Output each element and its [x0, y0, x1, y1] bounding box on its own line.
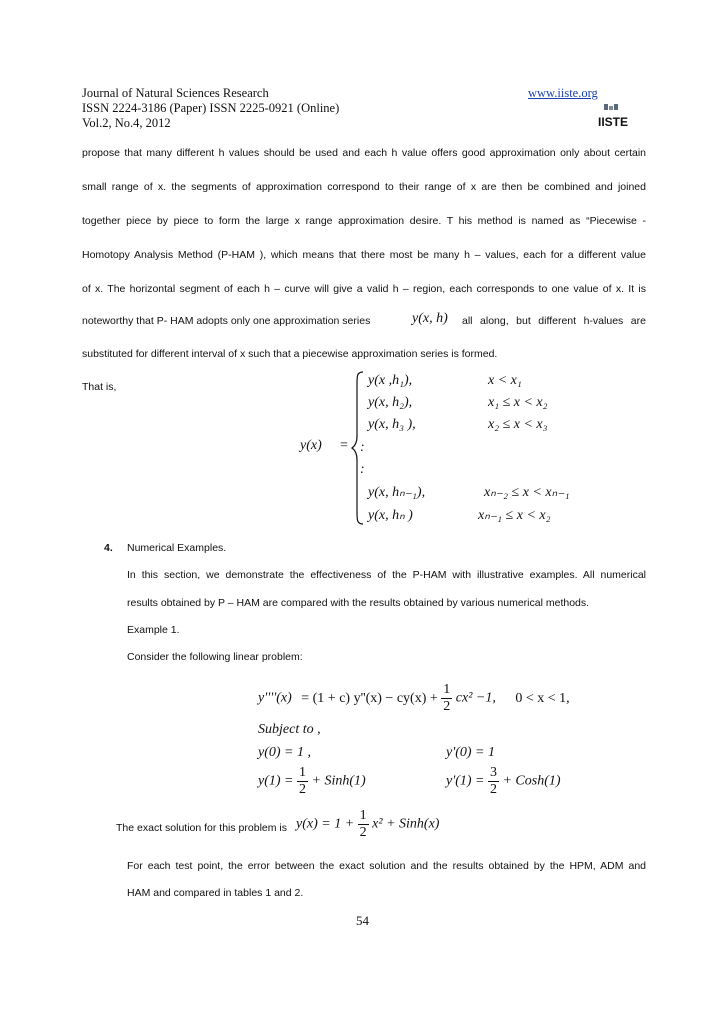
approx-series-math: y(x, h)	[412, 311, 448, 326]
case-expr: y(x, h₃ ),	[368, 417, 416, 432]
exact-solution-text: The exact solution for this problem is	[116, 822, 287, 834]
body-line: small range of x. the segments of approximation correspond to their range of x are then be combined and joined	[82, 181, 646, 193]
ode-equation	[258, 682, 570, 715]
ode-rhs-b: cx² −1,	[455, 690, 496, 706]
fraction-half: $\frac{1}{2}$	[443, 682, 451, 714]
case-cond: x < x₁	[488, 373, 522, 388]
body-line: Homotopy Analysis Method (P-HAM ), which means that there most be many h – values, each for a different value	[82, 249, 646, 261]
case-expr: y(x, hₙ₋₁),	[368, 485, 426, 500]
ode-rhs-a: = (1 + c) y''(x) − cy(x) +	[301, 690, 438, 706]
body-line-6b: all along, but different h-values are	[462, 315, 646, 327]
case-expr: y(x, hₙ )	[368, 508, 413, 523]
ode-domain: 0 < x < 1,	[515, 690, 570, 706]
section-title: Numerical Examples.	[127, 542, 227, 554]
piecewise-lhs: y(x)	[300, 438, 322, 453]
iiste-logo	[598, 104, 628, 130]
journal-name: Journal of Natural Sciences Research	[82, 86, 269, 100]
case-expr: y(x, h₂),	[368, 395, 413, 410]
body-line: together piece by piece to form the large x range approximation desire. T his method is named as “Piecewise -	[82, 215, 646, 227]
fraction: $\frac{1}{2}$	[299, 765, 306, 797]
case-cond: x₂ ≤ x < x₃	[488, 417, 548, 432]
case-ellipsis: :	[360, 440, 365, 455]
case-expr: y(x ,h₁),	[368, 373, 413, 388]
case-cond: xₙ₋₁ ≤ x < x₂	[478, 508, 551, 523]
boundary-condition: y'(1) = $\frac{3}{2}$ + Cosh(1)	[446, 765, 561, 797]
page-number: 54	[356, 913, 369, 928]
issn-line: ISSN 2224-3186 (Paper) ISSN 2225-0921 (Online)	[82, 101, 340, 115]
closing-line: For each test point, the error between the exact solution and the results obtained by the HPM, ADM and	[127, 860, 646, 872]
example-label: Example 1.	[127, 624, 180, 636]
that-is-label: That is,	[82, 381, 117, 393]
boundary-condition: y'(0) = 1	[446, 745, 495, 760]
case-cond: x₁ ≤ x < x₂	[488, 395, 548, 410]
section-number: 4.	[104, 542, 113, 554]
closing-line: HAM and compared in tables 1 and 2.	[127, 887, 304, 899]
boundary-condition: y(0) = 1 ,	[258, 745, 311, 760]
piecewise-equals: =	[340, 438, 348, 453]
volume-line: Vol.2, No.4, 2012	[82, 116, 171, 130]
case-cond: xₙ₋₂ ≤ x < xₙ₋₁	[484, 485, 570, 500]
body-line-6a: noteworthy that P- HAM adopts only one approximation series	[82, 315, 371, 327]
exact-solution-math: y(x) = 1 + $\frac{1}{2}$ x² + Sinh(x)	[296, 808, 440, 840]
fraction: $\frac{1}{2}$	[359, 808, 367, 840]
section-para-line: results obtained by P – HAM are compared with the results obtained by various numerical methods.	[127, 597, 590, 609]
subject-to-label: Subject to ,	[258, 722, 321, 737]
section-para-line: In this section, we demonstrate the effectiveness of the P-HAM with illustrative examples. All numerical	[127, 569, 646, 581]
body-line: propose that many different h values should be used and each h value offers good approximation only about certain	[82, 147, 646, 159]
journal-url-link[interactable]: www.iiste.org	[528, 86, 598, 100]
svg-text:IISTE: IISTE	[598, 115, 628, 129]
body-line-7: substituted for different interval of x such that a piecewise approximation series is formed.	[82, 348, 498, 360]
body-line: of x. The horizontal segment of each h – curve will give a valid h – region, each corresponds to one value of x. It is	[82, 283, 646, 295]
ode-lhs: y''''(x)	[258, 690, 292, 706]
case-ellipsis: :	[360, 462, 365, 477]
boundary-condition: y(1) = $\frac{1}{2}$ + Sinh(1)	[258, 765, 366, 797]
consider-line: Consider the following linear problem:	[127, 651, 303, 663]
fraction: $\frac{3}{2}$	[489, 765, 497, 797]
